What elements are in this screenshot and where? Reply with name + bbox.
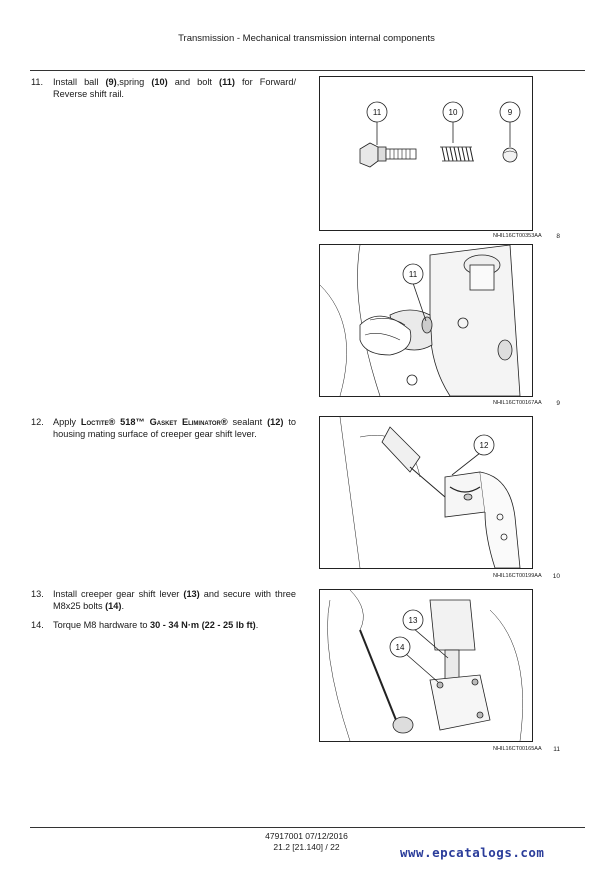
header-rule — [30, 70, 585, 71]
sealant-illustration — [320, 417, 532, 568]
step-number: 12. — [31, 417, 44, 427]
figure-code: NHIL16CT00353AA — [493, 233, 542, 239]
leader-line — [452, 453, 480, 475]
figure-code: NHIL16CT00167AA — [493, 400, 542, 406]
parts-illustration — [320, 77, 532, 230]
step-13 — [31, 589, 296, 612]
step-text: Apply Loctite® 518™ Gasket Eliminator® sealant (12) to housing mating surface of creeper gear shift lever. — [53, 417, 297, 439]
step-text: Install creeper gear shift lever (13) and secure with three M8x25 bolts (14). — [53, 589, 296, 611]
spring-coils — [442, 147, 473, 161]
callout-label: 9 — [507, 108, 513, 117]
callout-label: 14 — [395, 643, 405, 652]
transmission-illustration — [320, 245, 532, 396]
shift-lever-illustration — [320, 590, 532, 741]
step-text: Torque M8 hardware to 30 - 34 N·m (22 - 25 lb ft). — [53, 620, 259, 630]
lever-housing — [430, 600, 475, 650]
step-number: 11. — [31, 77, 44, 87]
step-number: 14. — [31, 620, 44, 630]
ball — [503, 148, 517, 162]
figure-9 — [319, 244, 533, 397]
figure-number: 10 — [552, 573, 560, 580]
footer-rule — [30, 827, 585, 828]
figure-10 — [319, 416, 533, 569]
callout-label: 11 — [408, 270, 418, 279]
figure-number: 8 — [556, 233, 560, 240]
callout-label: 12 — [479, 441, 489, 450]
figure-number: 11 — [553, 746, 560, 753]
figure-code: NHIL16CT00199AA — [493, 573, 542, 579]
step-11 — [31, 77, 296, 100]
bolt-head — [360, 143, 378, 167]
footer-doc-id: 47917001 07/12/2016 — [265, 831, 348, 841]
sealant-tube — [382, 427, 420, 472]
figure-number: 9 — [556, 400, 560, 407]
step-text: Install ball (9),spring (10) and bolt (11) for Forward/ Reverse shift rail. — [53, 77, 296, 99]
figure-8 — [319, 76, 533, 231]
step-14 — [31, 620, 296, 632]
watermark: www.epcatalogs.com — [400, 845, 545, 860]
callout-label: 13 — [408, 616, 418, 625]
figure-code: NHIL16CT00165AA — [493, 746, 542, 752]
step-12 — [31, 417, 296, 440]
leader-line — [406, 654, 438, 682]
product-name: Loctite® 518™ Gasket Eliminator® — [80, 417, 228, 427]
step-number: 13. — [31, 589, 44, 599]
creeper-lever — [445, 650, 459, 680]
callout-label: 11 — [372, 108, 382, 117]
footer-page-number: 21.2 [21.140] / 22 — [273, 842, 340, 852]
bolt-11 — [422, 317, 432, 333]
callout-label: 10 — [448, 108, 458, 117]
page-header: Transmission - Mechanical transmission internal components — [178, 33, 435, 44]
figure-11 — [319, 589, 533, 742]
